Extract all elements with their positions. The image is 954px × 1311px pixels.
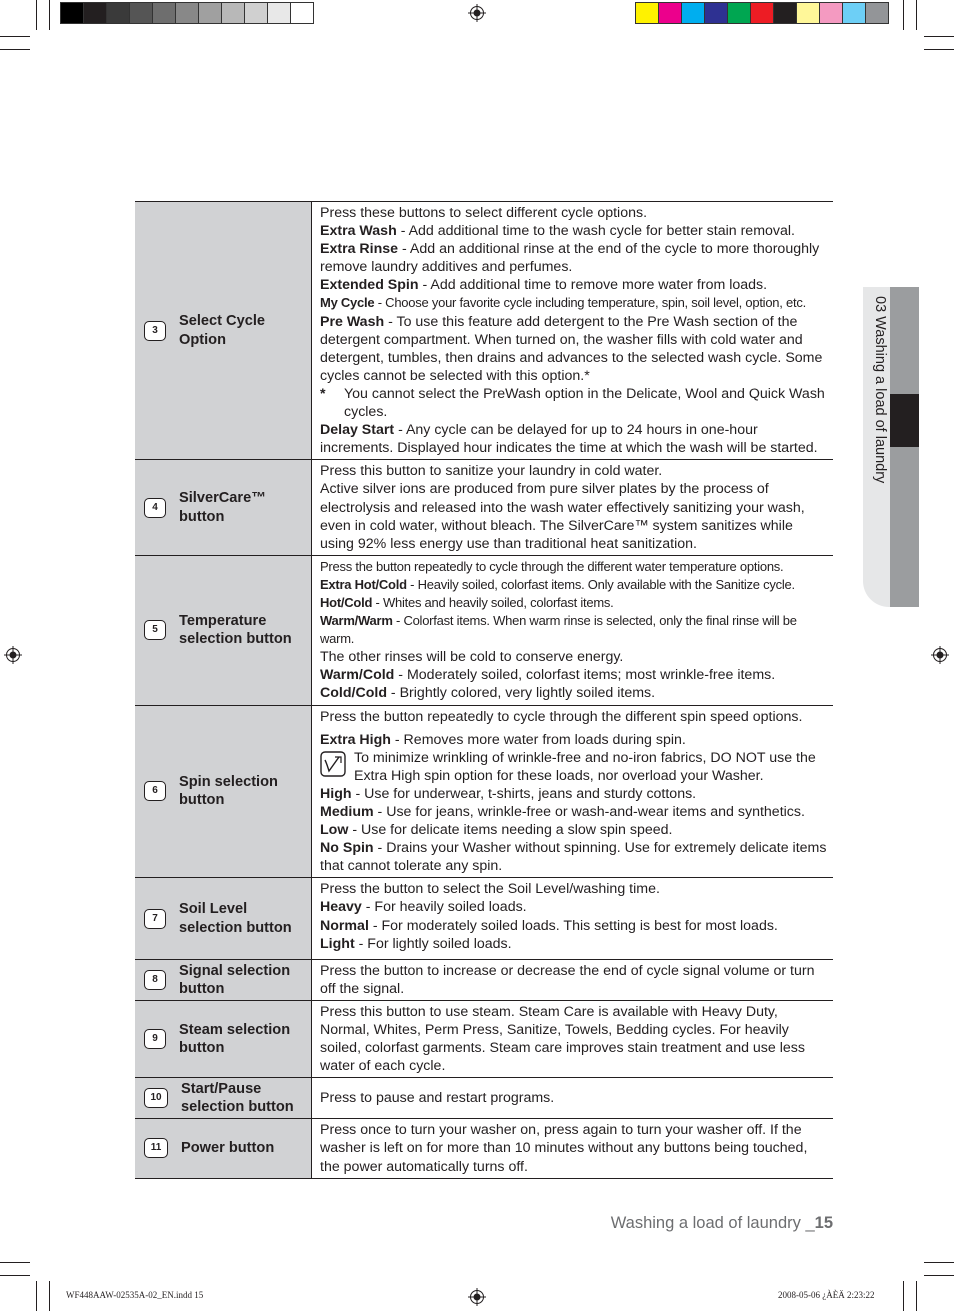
- description-body: Active silver ions are produced from pure silver plates by the process of electrolysis and released into the wash water effectively sanitizing your wash, even in cold water, without bleach. The SilverCare™ system sanitizes while using 92% less energy use than traditional heat sanitization.: [320, 481, 805, 552]
- process-color-bar: [635, 2, 888, 24]
- option-entry: Extra Wash - Add additional time to the wash cycle for better stain removal.: [320, 223, 795, 240]
- row-label-cell: [135, 878, 312, 959]
- item-number-badge: 5: [144, 620, 166, 640]
- description-body: Press to pause and restart programs.: [320, 1090, 555, 1107]
- row-label-cell: [135, 959, 312, 1000]
- item-number-badge: 11: [144, 1138, 168, 1158]
- control-name: Power button: [181, 1140, 275, 1157]
- description-intro: Press this button to sanitize your laundry in cold water.: [320, 463, 663, 480]
- color-swatch: [635, 2, 659, 24]
- control-name: Soil Level selection button: [179, 901, 292, 936]
- color-swatch: [198, 2, 222, 24]
- option-entry: No Spin - Drains your Washer without spinning. Use for extremely delicate items that cannot tolerate any spin.: [320, 840, 827, 875]
- table-row: [135, 1119, 833, 1178]
- row-label-cell: [135, 705, 312, 878]
- item-number-badge: 8: [144, 970, 166, 990]
- option-entry: Delay Start - Any cycle can be delayed for up to 24 hours in one-hour increments. Displayed hour indicates the time at which the wash will be started.: [320, 422, 818, 457]
- page-number: 15: [814, 1214, 833, 1232]
- item-number-badge: 4: [144, 498, 166, 518]
- registration-mark-icon: [468, 1288, 486, 1306]
- description-body: The other rinses will be cold to conserve energy.: [320, 649, 624, 666]
- table-row: [135, 202, 833, 460]
- note-pencil-icon: [320, 749, 354, 785]
- description-body: Press once to turn your washer on, press again to turn your washer off. If the washer is left on for more than 10 minutes without any buttons being touched, the power automatically turns off.: [320, 1122, 808, 1175]
- row-label-cell: [135, 202, 312, 460]
- option-entry: Medium - Use for jeans, wrinkle-free or wash-and-wear items and synthetics.: [320, 804, 805, 820]
- chapter-tab-marker: [890, 394, 919, 447]
- row-description-cell: [312, 460, 834, 555]
- table-row: [135, 705, 833, 878]
- description-intro: Press these buttons to select different cycle options.: [320, 205, 648, 221]
- registration-mark-icon: [931, 646, 949, 664]
- color-swatch: [221, 2, 245, 24]
- row-description-cell: [312, 1000, 834, 1077]
- color-swatch: [267, 2, 291, 24]
- color-swatch: [704, 2, 728, 24]
- table-row: [135, 878, 833, 959]
- row-description-cell: [312, 1078, 834, 1119]
- row-description-cell: [312, 1119, 834, 1178]
- footer-title: Washing a load of laundry _: [610, 1214, 815, 1232]
- color-swatch: [106, 2, 130, 24]
- item-number-badge: 6: [144, 781, 166, 801]
- row-description-cell: [312, 705, 834, 878]
- control-name: SilverCare™ button: [179, 490, 266, 525]
- description-intro: Press the button repeatedly to cycle through the different water temperature options.: [320, 558, 784, 574]
- color-swatch: [796, 2, 820, 24]
- description-body: Press the button to increase or decrease the end of cycle signal volume or turn off the signal.: [320, 962, 815, 997]
- description-intro: Press the button to select the Soil Level/washing time.: [320, 881, 660, 898]
- item-number-badge: 3: [144, 321, 166, 341]
- color-swatch: [244, 2, 268, 24]
- option-entry: Extra Rinse - Add an additional rinse at the end of the cycle to more thoroughly remove laundry additives and perfumes.: [320, 241, 820, 276]
- control-name: Select Cycle Option: [179, 313, 265, 348]
- color-swatch: [819, 2, 843, 24]
- item-number-badge: 7: [144, 909, 166, 929]
- table-row: [135, 460, 833, 555]
- option-entry: Low - Use for delicate items needing a slow spin speed.: [320, 822, 673, 839]
- color-swatch: [750, 2, 774, 24]
- color-swatch: [842, 2, 866, 24]
- option-entry: Light - For lightly soiled loads.: [320, 935, 512, 952]
- row-description-cell: [312, 202, 834, 460]
- chapter-tab-bar: [890, 287, 919, 607]
- print-timestamp: 2008-05-06 ¿ÀÈÄ 2:23:22: [778, 1290, 875, 1300]
- option-entry: Warm/Cold - Moderately soiled, colorfast items; most wrinkle-free items.: [320, 667, 776, 684]
- page-footer: [611, 1214, 833, 1233]
- control-name: Steam selection button: [179, 1021, 291, 1057]
- table-row: [135, 959, 833, 1000]
- color-swatch: [83, 2, 107, 24]
- table-row: [135, 555, 833, 705]
- color-swatch: [681, 2, 705, 24]
- color-swatch: [175, 2, 199, 24]
- description-body: Press this button to use steam. Steam Care is available with Heavy Duty, Normal, Whites, Perm Press, Sanitize, Towels, Bedding cycles. For heavily soiled, colorfast garments. Steam care improves stain treatment and use less water of each cycle.: [320, 1003, 805, 1075]
- option-entry: Normal - For moderately soiled loads. This setting is best for most loads.: [320, 917, 778, 934]
- asterisk-mark: *: [320, 385, 326, 402]
- option-entry: Pre Wash - To use this feature add detergent to the Pre Wash section of the detergent compartment. When turned on, the washer fills with cold water and detergent, tumbles, then drains and advances to the selected wash cycle. Some cycles cannot be selected with this option.*: [320, 313, 823, 384]
- item-number-badge: 9: [144, 1029, 166, 1049]
- control-name: Spin selection button: [179, 774, 278, 809]
- color-swatch: [727, 2, 751, 24]
- caution-note: [320, 749, 827, 785]
- chapter-tab-label: 03 Washing a load of laundry: [872, 296, 888, 484]
- table-row: [135, 1000, 833, 1077]
- row-label-cell: [135, 555, 312, 705]
- note-text: To minimize wrinkling of wrinkle-free and no-iron fabrics, DO NOT use the Extra High spin option for these loads, nor overload your Washer.: [354, 749, 816, 784]
- option-entry: Cold/Cold - Brightly colored, very lightly soiled items.: [320, 685, 656, 702]
- color-swatch: [865, 2, 889, 24]
- item-number-badge: 10: [144, 1088, 168, 1108]
- row-label-cell: [135, 460, 312, 555]
- color-swatch: [129, 2, 153, 24]
- color-swatch: [60, 2, 84, 24]
- row-description-cell: [312, 878, 834, 959]
- control-name: Temperature selection button: [179, 612, 292, 648]
- grayscale-color-bar: [60, 2, 313, 24]
- registration-mark-icon: [4, 646, 22, 664]
- option-entry: My Cycle - Choose your favorite cycle including temperature, spin, soil level, option, etc.: [320, 295, 806, 311]
- option-entry: Hot/Cold - Whites and heavily soiled, colorfast items.: [320, 594, 614, 610]
- registration-mark-icon: [468, 4, 486, 22]
- table-row: [135, 1078, 833, 1119]
- row-label-cell: [135, 1000, 312, 1077]
- option-entry: High - Use for underwear, t-shirts, jeans and sturdy cottons.: [320, 785, 697, 802]
- row-label-cell: [135, 1119, 312, 1178]
- color-swatch: [773, 2, 797, 24]
- option-entry: Heavy - For heavily soiled loads.: [320, 899, 527, 916]
- color-swatch: [290, 2, 314, 24]
- file-slug: WF448AAW-02535A-02_EN.indd 15: [66, 1290, 204, 1300]
- description-intro: Press the button repeatedly to cycle through the different spin speed options.: [320, 708, 803, 725]
- color-swatch: [658, 2, 682, 24]
- control-name: Signal selection button: [179, 962, 291, 997]
- row-label-cell: [135, 1078, 312, 1119]
- row-description-cell: [312, 555, 834, 705]
- control-panel-table: [135, 201, 833, 1179]
- option-entry: Extra High - Removes more water from loads during spin.: [320, 731, 686, 748]
- footnote: * You cannot select the PreWash option in the Delicate, Wool and Quick Wash cycles.: [320, 385, 825, 421]
- color-swatch: [152, 2, 176, 24]
- option-entry: Warm/Warm - Colorfast items. When warm rinse is selected, only the final rinse will be warm.: [320, 613, 797, 647]
- option-entry: Extended Spin - Add additional time to remove more water from loads.: [320, 277, 768, 294]
- option-entry: Extra Hot/Cold - Heavily soiled, colorfast items. Only available with the Sanitize cycle.: [320, 576, 795, 592]
- row-description-cell: [312, 959, 834, 1000]
- control-name: Start/Pause selection button: [181, 1081, 294, 1116]
